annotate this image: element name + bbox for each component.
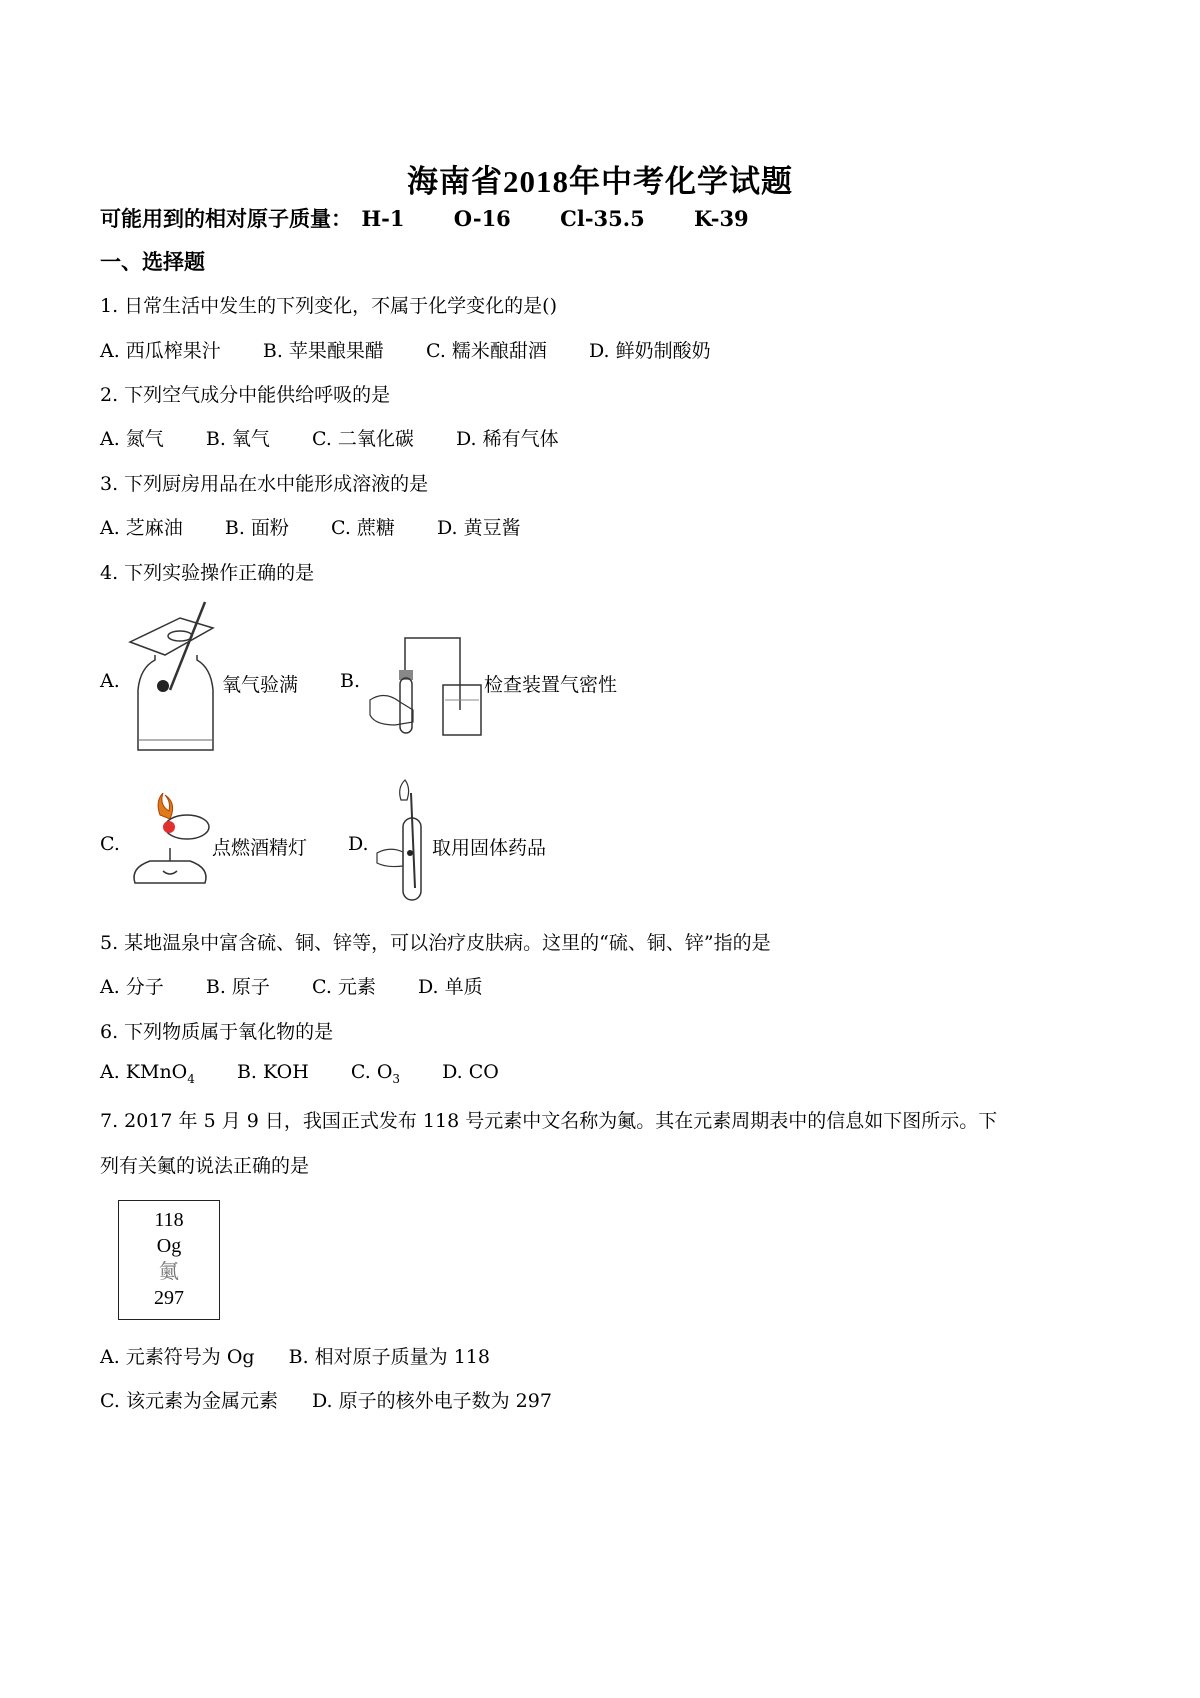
q4-option-a-letter: A. [100, 670, 120, 692]
alcohol-lamp-figure [125, 793, 220, 893]
airtightness-check-figure [365, 630, 485, 740]
question-1-stem: 1. 日常生活中发生的下列变化，不属于化学变化的是() [100, 295, 557, 317]
q3-option-c: C. 蔗糖 [330, 517, 395, 539]
question-2-options [100, 424, 595, 451]
atomic-mass-cl: Cl-35.5 [560, 206, 645, 231]
q6-option-c-text: C. O [350, 1061, 393, 1083]
question-4-stem: 4. 下列实验操作正确的是 [100, 562, 315, 584]
q2-option-b: B. 氧气 [205, 428, 270, 450]
question-5-options [100, 972, 519, 999]
q4-option-b-label: 检查装置气密性 [484, 674, 618, 696]
q6-option-a-sub: 4 [187, 1071, 195, 1086]
q7-option-d: D. 原子的核外电子数为 297 [312, 1390, 552, 1412]
oxygen-test-bottle-figure [125, 600, 220, 760]
q1-option-b: B. 苹果酿果醋 [262, 340, 384, 362]
question-3-options [100, 513, 557, 540]
q4-option-c-letter: C. [100, 833, 120, 855]
element-number: 118 [154, 1209, 184, 1231]
q6-option-d: D. CO [442, 1061, 499, 1083]
q6-option-b: B. KOH [236, 1061, 309, 1083]
section-heading: 一、选择题 [100, 249, 205, 274]
q6-option-a-text: A. KMnO [100, 1061, 188, 1083]
q4-option-c-label: 点燃酒精灯 [212, 837, 308, 859]
q4-option-a-label: 氧气验满 [222, 674, 299, 696]
q7-option-c: C. 该元素为金属元素 [100, 1390, 278, 1412]
element-symbol: Og [156, 1235, 182, 1257]
q3-option-a: A. 芝麻油 [100, 517, 183, 539]
q6-option-c [350, 1061, 401, 1086]
q4-option-b-letter: B. [340, 670, 361, 692]
q5-option-c: C. 元素 [311, 976, 376, 998]
solid-reagent-figure [375, 778, 435, 903]
q6-option-c-sub: 3 [392, 1071, 401, 1086]
question-1-options [100, 336, 747, 363]
q1-option-d: D. 鲜奶制酸奶 [588, 340, 711, 362]
q5-option-a: A. 分子 [100, 976, 164, 998]
q1-option-c: C. 糯米酿甜酒 [425, 340, 547, 362]
atomic-mass-line [100, 203, 749, 233]
q3-option-d: D. 黄豆酱 [436, 517, 521, 539]
question-3-stem: 3. 下列厨房用品在水中能形成溶液的是 [100, 473, 429, 495]
atomic-mass-o: O-16 [453, 206, 511, 231]
page-title: 海南省2018年中考化学试题 [407, 164, 793, 199]
element-name: 鿫 [159, 1261, 179, 1283]
question-6-stem: 6. 下列物质属于氧化物的是 [100, 1021, 334, 1043]
q1-option-a: A. 西瓜榨果汁 [100, 340, 221, 362]
q2-option-a: A. 氮气 [100, 428, 164, 450]
question-7-stem-line2: 列有关鿫的说法正确的是 [100, 1155, 310, 1177]
q2-option-d: D. 稀有气体 [455, 428, 559, 450]
question-2-stem: 2. 下列空气成分中能供给呼吸的是 [100, 384, 391, 406]
q7-option-b: B. 相对原子质量为 118 [288, 1346, 490, 1368]
q4-option-d-label: 取用固体药品 [432, 837, 547, 859]
atomic-mass-k: K-39 [694, 206, 749, 231]
question-7-options-row1 [100, 1342, 526, 1369]
q2-option-c: C. 二氧化碳 [311, 428, 414, 450]
atomic-mass-h: H-1 [361, 206, 405, 231]
q3-option-b: B. 面粉 [224, 517, 289, 539]
question-5-stem: 5. 某地温泉中富含硫、铜、锌等，可以治疗皮肤病。这里的“硫、铜、锌”指的是 [100, 932, 771, 954]
q6-option-a [100, 1061, 195, 1086]
atomic-mass-label: 可能用到的相对原子质量： [100, 206, 352, 231]
question-7-stem-line1: 7. 2017 年 5 月 9 日，我国正式发布 118 号元素中文名称为鿫。其在元素周期表中的信息如下图所示。下 [100, 1110, 998, 1132]
q4-option-d-letter: D. [348, 833, 369, 855]
element-mass: 297 [154, 1287, 184, 1309]
q5-option-d: D. 单质 [417, 976, 483, 998]
q7-option-a: A. 元素符号为 Og [100, 1346, 255, 1368]
question-6-options [100, 1061, 535, 1086]
q5-option-b: B. 原子 [205, 976, 270, 998]
question-7-options-row2 [100, 1386, 588, 1413]
periodic-table-cell [118, 1200, 220, 1320]
